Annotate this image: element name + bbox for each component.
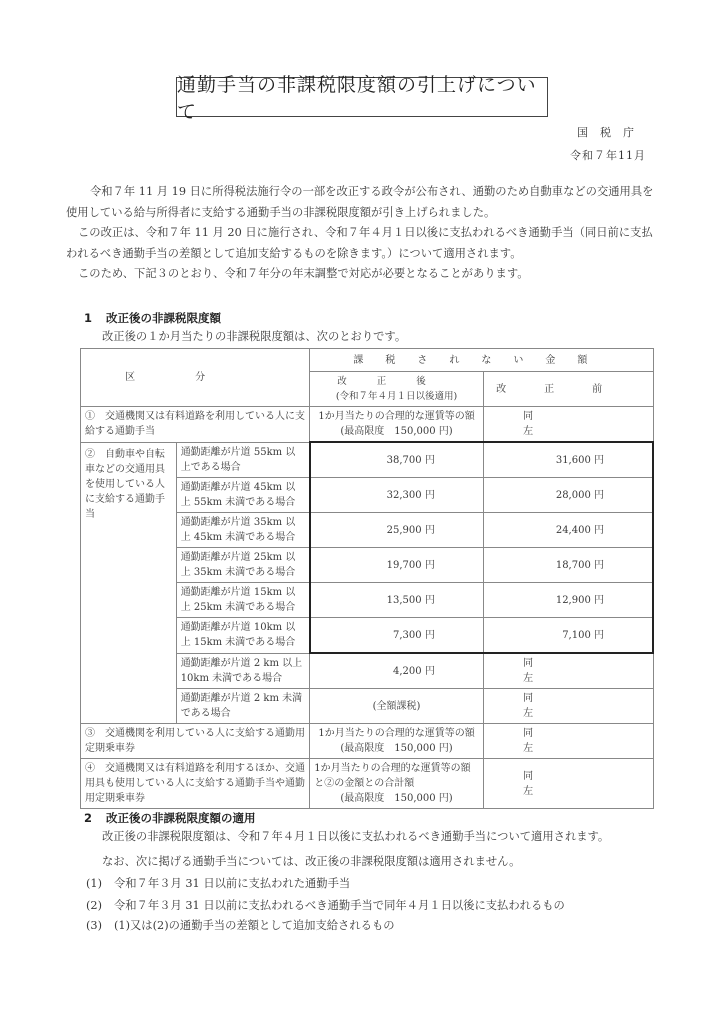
header-after-label: 改正後 [337,376,456,387]
section-number: 2 [84,811,93,825]
amount-after: 4,200 円 [310,653,484,689]
amount-before: 28,000 円 [483,478,653,513]
amount-before: 12,900 円 [483,583,653,618]
amount-after: 19,700 円 [310,548,484,583]
list-item [86,917,395,933]
section-2-heading [84,810,256,826]
distance-label: 通勤距離が片道 35km 以上 45km 未満である場合 [176,513,310,548]
limit-table [80,348,654,809]
section-1-lead: 改正後の１か月当たりの非課税限度額は、次のとおりです。 [102,330,407,343]
row-2-label: ② 自動車や自転車などの交通用具を使用している人に支給する通勤手当 [81,442,177,724]
intro-paragraph-1: 令和７年 11 月 19 日に所得税法施行令の一部を改正する政令が公布され、通勤のため自動車などの交通用具を使用している給与所得者に支給する通勤手当の非課税限度額が引き上げられました。 [66,185,654,219]
section-title: 改正後の非課税限度額 [106,311,221,325]
amount-before: 同左 [483,653,653,689]
table-row [81,724,654,759]
amount-after: 25,900 円 [310,513,484,548]
amount-after: 7,300 円 [310,618,484,654]
distance-label: 通勤距離が片道 25km 以上 35km 未満である場合 [176,548,310,583]
row-1-before: 同左 [483,407,653,443]
amount-before: 31,600 円 [483,442,653,478]
row-1-after [310,407,484,443]
row-3-after-note: (最高限度 150,000 円) [340,743,453,754]
distance-label: 通勤距離が片道 15km 以上 25km 未満である場合 [176,583,310,618]
table-row [81,759,654,809]
row-3-label: ③ 交通機関を利用している人に支給する通勤用定期乗車券 [81,724,310,759]
row-4-after-note: (最高限度 150,000 円) [340,793,453,804]
header-before: 改正前 [483,372,653,407]
distance-label: 通勤距離が片道 2 km 未満である場合 [176,689,310,724]
row-1-after-note: (最高限度 150,000 円) [340,426,453,437]
row-4-after [310,759,484,809]
section-title: 改正後の非課税限度額の適用 [106,811,256,825]
amount-before: 24,400 円 [483,513,653,548]
row-1-after-text: 1か月当たりの合理的な運賃等の額 [318,411,475,422]
issuer: 国税庁 [577,126,646,139]
row-3-after-text: 1か月当たりの合理的な運賃等の額 [318,728,475,739]
section-1-heading [84,310,221,326]
list-text: 令和７年３月 31 日以前に支払われるべき通勤手当で同年４月１日以後に支払われるもの [114,899,565,912]
amount-before: 同左 [483,689,653,724]
table-row [81,407,654,443]
header-after [310,372,484,407]
list-item [86,897,565,913]
distance-label: 通勤距離が片道 45km 以上 55km 未満である場合 [176,478,310,513]
row-1-label: ① 交通機関又は有料道路を利用している人に支給する通勤手当 [81,407,310,443]
list-number: (1) [86,877,103,890]
list-text: (1)又は(2)の通勤手当の差額として追加支給されるもの [114,919,395,932]
distance-label: 通勤距離が片道 2 km 以上 10km 未満である場合 [176,653,310,689]
table-row [81,442,654,478]
amount-after: 38,700 円 [310,442,484,478]
header-category: 区分 [81,349,310,407]
list-number: (3) [86,919,103,932]
row-4-before: 同左 [483,759,653,809]
issue-date: 令和７年11月 [570,149,646,162]
row-3-after [310,724,484,759]
row-4-label: ④ 交通機関又は有料道路を利用するほか、交通用具も使用している人に支給する通勤手当や通勤用定期乗車券 [81,759,310,809]
row-3-before: 同左 [483,724,653,759]
amount-after: 13,500 円 [310,583,484,618]
list-number: (2) [86,899,103,912]
section-2-lead-2: なお、次に掲げる通勤手当については、改正後の非課税限度額は適用されません。 [102,855,521,868]
table-header-row [81,349,654,372]
document-title: 通勤手当の非課税限度額の引上げについて [176,77,548,117]
intro-paragraph-2: この改正は、令和７年 11 月 20 日に施行され、令和７年４月１日以後に支払われるべき通勤手当（同日前に支払われるべき通勤手当の差額として追加支給するものを除きます。）について適用されます。 [66,226,653,260]
amount-before: 18,700 円 [483,548,653,583]
section-2-lead-1: 改正後の非課税限度額は、令和７年４月１日以後に支払われるべき通勤手当について適用されます。 [102,830,610,843]
amount-after: 32,300 円 [310,478,484,513]
section-number: 1 [84,311,93,325]
distance-label: 通勤距離が片道 10km 以上 15km 未満である場合 [176,618,310,654]
header-after-note: (令和７年４月１日以後適用) [335,391,458,402]
list-text: 令和７年３月 31 日以前に支払われた通勤手当 [114,877,351,890]
list-item [86,875,350,891]
amount-after: (全額課税) [310,689,484,724]
amount-before: 7,100 円 [483,618,653,654]
intro-paragraph-3: このため、下記３のとおり、令和７年分の年末調整で対応が必要となることがあります。 [78,267,529,280]
distance-label: 通勤距離が片道 55km 以上である場合 [176,442,310,478]
row-4-after-text: 1か月当たりの合理的な運賃等の額と②の金額との合計額 [314,763,471,789]
header-amount: 課税されない金額 [310,349,653,372]
